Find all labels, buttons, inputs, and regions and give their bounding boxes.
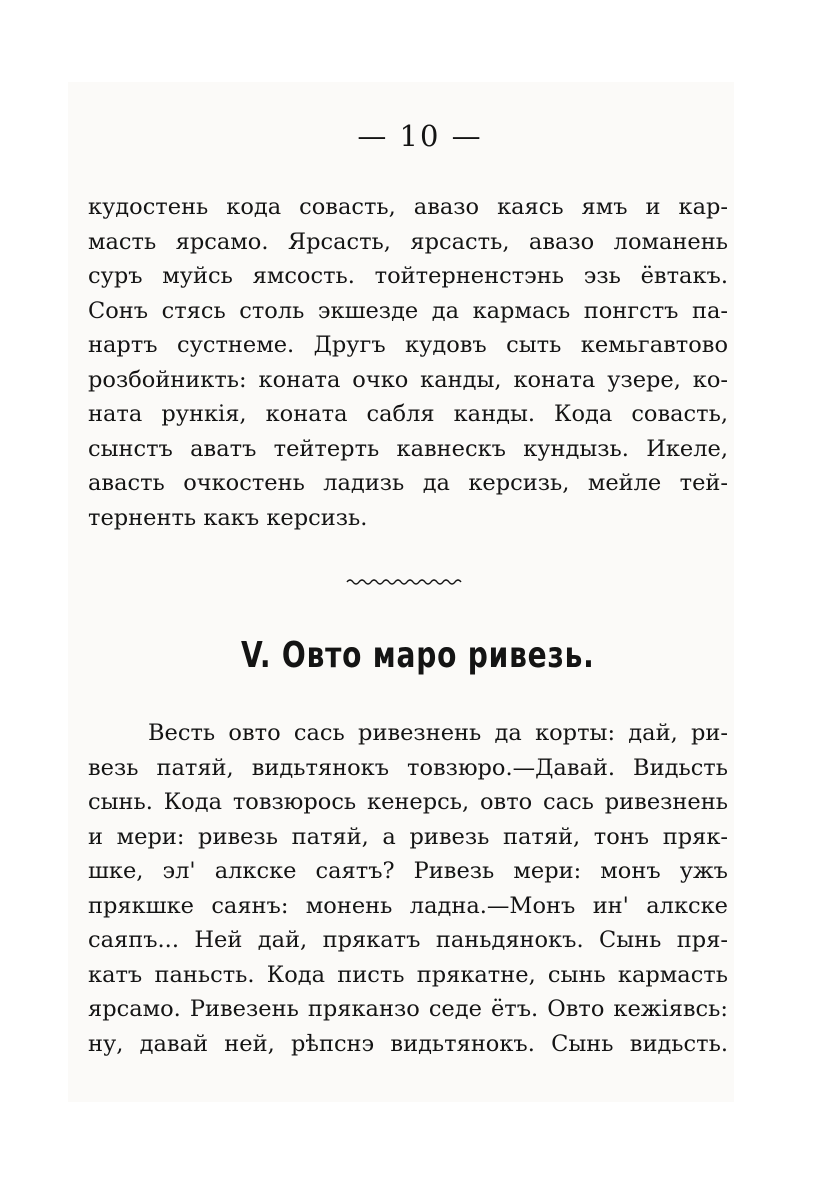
text-line: сынстъ аватъ тейтерть кавнескъ кундызь. Икеле,: [88, 435, 728, 462]
text-line: Сонъ стясь столь экшезде да кармась понгстъ па-: [88, 297, 728, 324]
section-title: V. Овто маро ривезь.: [241, 635, 595, 676]
text-line: и мери: ривезь патяй, а ривезь патяй, тонъ пряк-: [88, 823, 728, 850]
text-line: терненть какъ керсизь.: [88, 504, 368, 531]
wavy-divider-ornament: [345, 576, 465, 588]
text-line: катъ паньсть. Кода писть прякатне, сынь кармасть: [88, 961, 728, 988]
page-number: — 10 —: [357, 119, 483, 153]
text-line: сынь. Кода товзюрось кенерсь, овто сась ривезнень: [88, 789, 728, 815]
text-line: саяпъ... Ней дай, прякатъ паньдянокъ. Сынь пря-: [88, 927, 728, 953]
text-line: нартъ сустнеме. Другъ кудовъ сыть кемьгавтово: [88, 332, 728, 358]
text-line: ната рункія, коната сабля канды. Кода совасть,: [88, 401, 728, 427]
paragraph-1: [88, 190, 728, 535]
text-line: авасть очкостень ладизь да керсизь, мейле тей-: [88, 470, 728, 496]
text-line: прякшке саянъ: монень ладна.—Монъ ин' алкске: [88, 892, 728, 919]
text-line: везь патяй, видьтянокъ товзюро.—Давай. Видьсть: [88, 754, 728, 781]
paragraph-2: [88, 716, 728, 1061]
text-line: кудостень кода совасть, авазо каясь ямъ и кар-: [88, 194, 728, 220]
text-line: шке, эл' алкске саятъ? Ривезь мери: монъ ужъ: [88, 858, 728, 884]
text-line: ну, давай ней, рѣпснэ видьтянокъ. Сынь видьсть.: [88, 1030, 728, 1057]
text-line: суръ муйсь ямсость. тойтерненстэнь эзь ёвтакъ.: [88, 263, 728, 289]
text-line: масть ярсамо. Ярсасть, ярсасть, авазо ломанень: [88, 228, 728, 255]
text-line: ярсамо. Ривезень пряканзо седе ётъ. Овто кежіявсь:: [88, 996, 728, 1022]
text-line: Весть овто сась ривезнень да корты: дай, ри-: [148, 720, 728, 746]
text-line: розбойникть: коната очко канды, коната узере, ко-: [88, 366, 728, 393]
